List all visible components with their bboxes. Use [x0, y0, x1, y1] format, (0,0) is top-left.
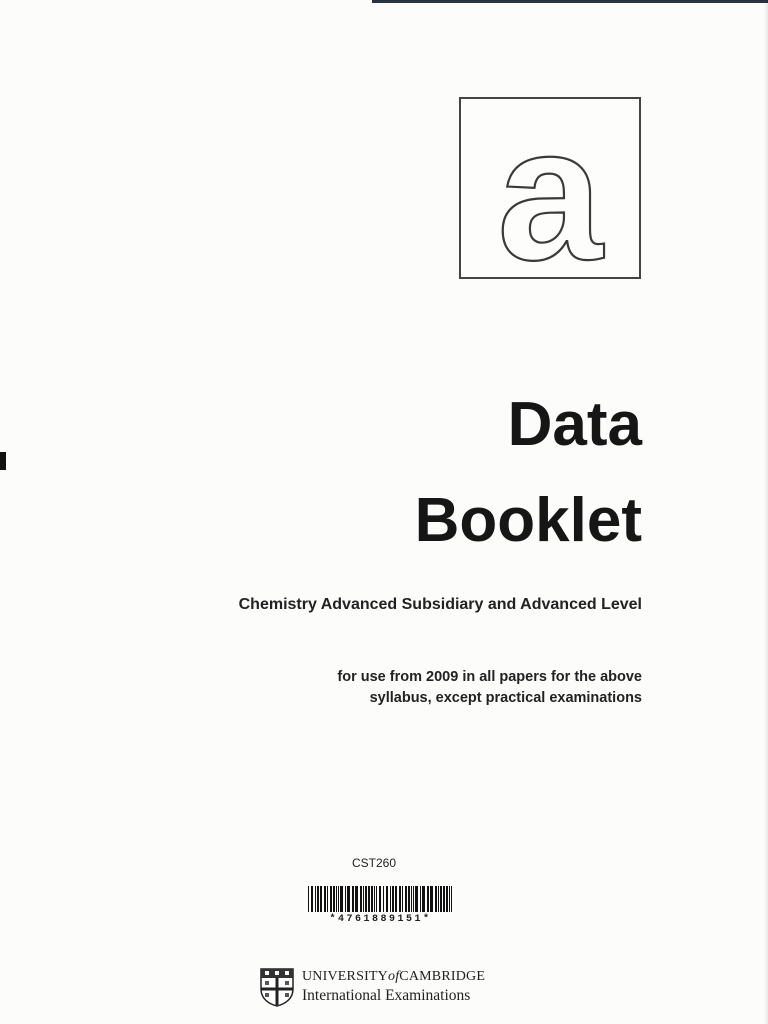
barcode-bar	[395, 886, 397, 912]
barcode-bar	[327, 886, 328, 912]
barcode-bar	[379, 886, 381, 912]
barcode-bar	[411, 886, 412, 912]
barcode-bar	[338, 886, 339, 912]
barcode-bar	[347, 886, 350, 912]
barcode-bar	[336, 886, 337, 912]
barcode-bar	[399, 886, 401, 912]
barcode-bar	[345, 886, 346, 912]
barcode-bar	[308, 886, 309, 912]
barcode-bar	[422, 886, 425, 912]
logo-letter: a	[497, 99, 603, 277]
barcode-bar	[435, 886, 437, 912]
usage-line-2: syllabus, except practical examinations	[369, 690, 642, 706]
logo-box	[459, 97, 641, 279]
scan-mark	[0, 452, 6, 470]
barcode-bar	[427, 886, 429, 912]
barcode-bar	[360, 886, 362, 912]
barcode-bar	[449, 886, 450, 912]
publisher-subname: International Examinations	[302, 987, 471, 1004]
document-code: CST260	[352, 856, 397, 870]
university-crest-icon	[259, 967, 295, 1007]
barcode-bar	[440, 886, 442, 912]
barcode-bar	[317, 886, 319, 912]
usage-line-1: for use from 2009 in all papers for the above	[337, 669, 642, 685]
barcode-bar	[405, 886, 407, 912]
barcode-bar	[383, 886, 384, 912]
barcode-bar	[386, 886, 388, 912]
publisher-name	[302, 969, 485, 985]
scan-edge	[372, 0, 768, 3]
barcode-bar	[408, 886, 410, 912]
letter-a-logo-icon	[461, 99, 639, 277]
barcode-bar	[415, 886, 418, 912]
barcode-bar	[451, 886, 452, 912]
barcode-bar	[368, 886, 370, 912]
page-edge-shadow	[764, 0, 768, 1024]
barcode-bar	[402, 886, 403, 912]
barcode-bar	[430, 886, 433, 912]
barcode-bar	[340, 886, 343, 912]
barcode-bar	[438, 886, 439, 912]
barcode-icon	[307, 886, 454, 912]
barcode-bar	[390, 886, 391, 912]
usage-note	[337, 667, 642, 709]
barcode-bar	[330, 886, 332, 912]
barcode-bar	[374, 886, 375, 912]
barcode-bar	[355, 886, 358, 912]
barcode-bar	[333, 886, 335, 912]
barcode-bar	[446, 886, 448, 912]
publisher-name-of: of	[388, 969, 400, 984]
barcode-bar	[324, 886, 326, 912]
barcode-bar	[392, 886, 394, 912]
barcode-bar	[352, 886, 354, 912]
subtitle: Chemistry Advanced Subsidiary and Advanced Level	[238, 596, 642, 613]
barcode-bar	[315, 886, 316, 912]
barcode-bar	[443, 886, 445, 912]
publisher-name-prefix: UNIVERSITY	[302, 969, 388, 984]
barcode-bar	[311, 886, 313, 912]
barcode-bar	[413, 886, 414, 912]
title-line-2: Booklet	[414, 486, 642, 555]
barcode-bar	[363, 886, 364, 912]
barcode-bar	[376, 886, 377, 912]
barcode-bar	[371, 886, 373, 912]
barcode-number: *4761889151*	[329, 914, 432, 925]
barcode-bar	[420, 886, 421, 912]
title-line-1: Data	[507, 390, 642, 459]
barcode-bar	[365, 886, 367, 912]
publisher-name-suffix: CAMBRIDGE	[399, 969, 486, 984]
barcode-bar	[320, 886, 322, 912]
